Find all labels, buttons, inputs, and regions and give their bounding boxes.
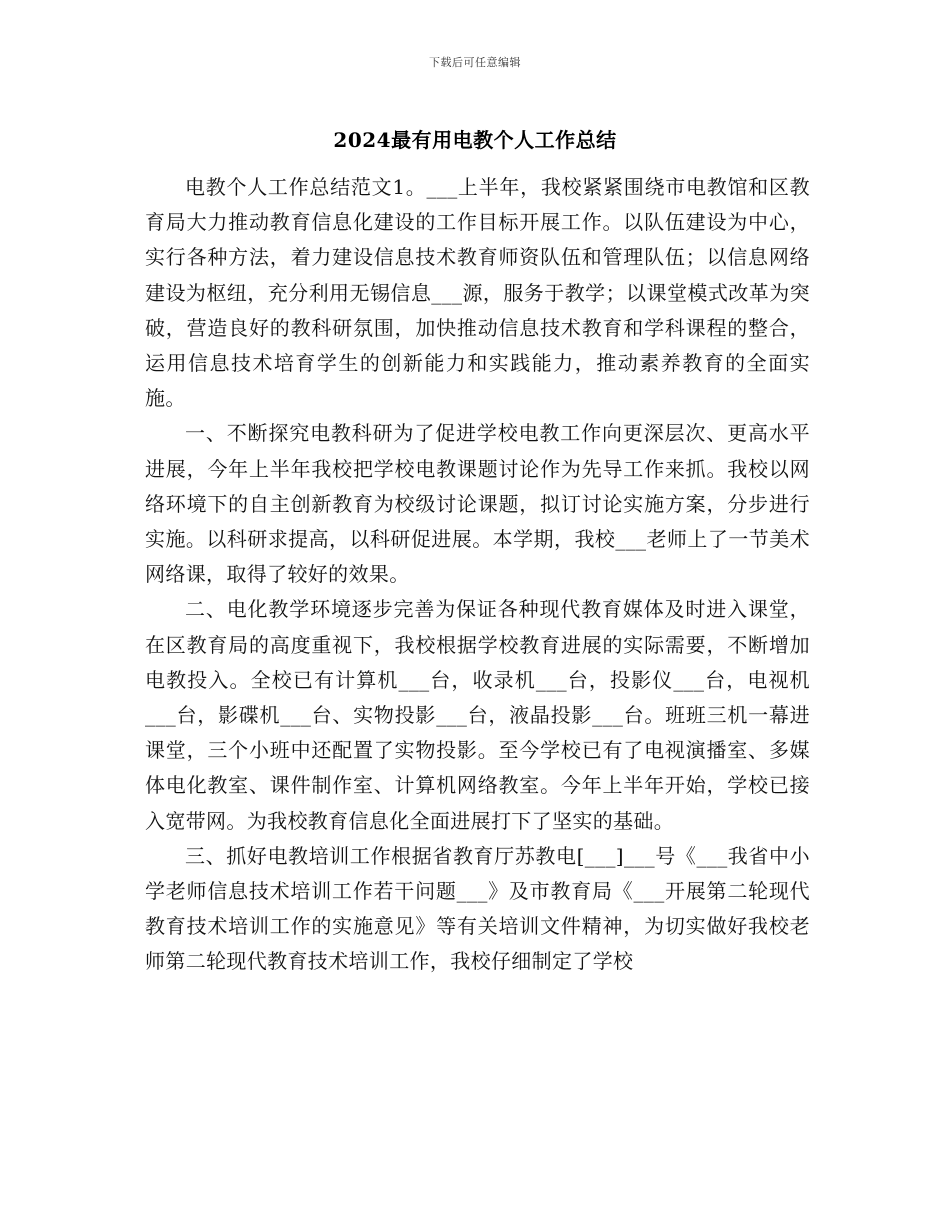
document-body bbox=[145, 170, 810, 980]
paragraph-section-3: 三、抓好电教培训工作根据省教育厅苏教电[___]___号《___我省中小学老师信息技术培训工作若干问题___》及市教育局《___开展第二轮现代教育技术培训工作的实施意见》等有关培训文件精神，为切实做好我校老师第二轮现代教育技术培训工作，我校仔细制定了学校 bbox=[145, 843, 810, 974]
header-note: 下载后可任意编辑 bbox=[429, 56, 521, 69]
page-title: 2024最有用电教个人工作总结 bbox=[333, 128, 617, 152]
paragraph-intro: 电教个人工作总结范文1。___上半年，我校紧紧围绕市电教馆和区教育局大力推动教育信息化建设的工作目标开展工作。以队伍建设为中心，实行各种方法，着力建设信息技术教育师资队伍和管理队伍；以信息网络建设为枢纽，充分利用无锡信息___源，服务于教学；以课堂模式改革为突破，营造良好的教科研氛围，加快推动信息技术教育和学科课程的整合，运用信息技术培育学生的创新能力和实践能力，推动素养教育的全面实施。 bbox=[145, 175, 810, 411]
paragraph-section-1: 一、不断探究电教科研为了促进学校电教工作向更深层次、更高水平进展，今年上半年我校把学校电教课题讨论作为先导工作来抓。我校以网络环境下的自主创新教育为校级讨论课题，拟订讨论实施方案，分步进行实施。以科研求提高，以科研促进展。本学期，我校___老师上了一节美术网络课，取得了较好的效果。 bbox=[145, 421, 810, 587]
paragraph-section-2: 二、电化教学环境逐步完善为保证各种现代教育媒体及时进入课堂，在区教育局的高度重视下，我校根据学校教育进展的实际需要，不断增加电教投入。全校已有计算机___台，收录机___台，投影仪___台，电视机___台，影碟机___台、实物投影___台，液晶投影___台。班班三机一幕进课堂，三个小班中还配置了实物投影。至今学校已有了电视演播室、多媒体电化教室、课件制作室、计算机网络教室。今年上半年开始，学校已接入宽带网。为我校教育信息化全面进展打下了坚实的基础。 bbox=[145, 597, 810, 833]
